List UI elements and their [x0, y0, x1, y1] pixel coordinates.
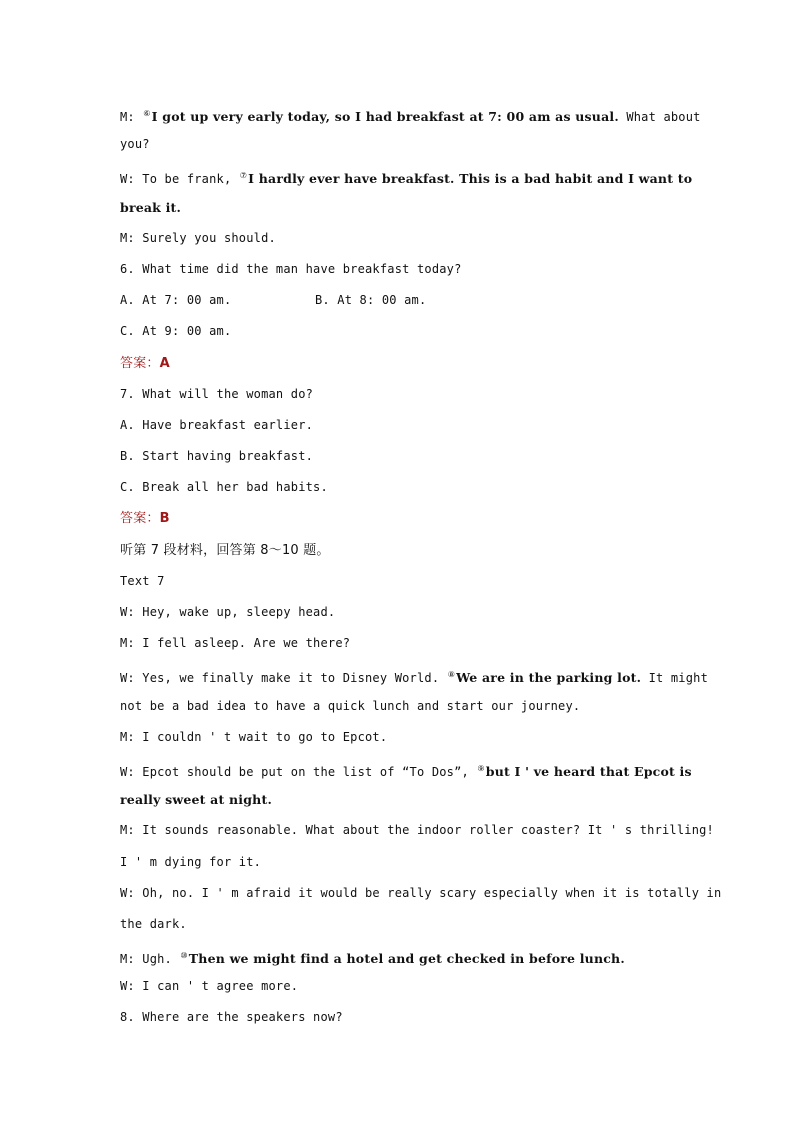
note-marker: ⑥	[143, 109, 151, 118]
plain-text: W: Epcot should be put on the list of “To Dos”,	[120, 764, 477, 779]
dialogue-line: M: It sounds reasonable. What about the indoor roller coaster? It ' s thrilling!	[120, 823, 714, 838]
plain-text: What about	[618, 110, 701, 124]
dialogue-line: M: Surely you should.	[120, 230, 276, 245]
note-marker: ⑨	[477, 763, 485, 773]
option-c: C. At 9: 00 am.	[120, 324, 232, 339]
section-instruction: 听第 7 段材料，回答第 8～10 题。	[120, 542, 330, 558]
note-marker: ⑧	[447, 670, 456, 680]
speaker-label: M:	[120, 110, 143, 124]
dialogue-line	[120, 160, 693, 191]
question-8: 8. Where are the speakers now?	[120, 1010, 343, 1025]
answer-label: 答案：	[120, 511, 160, 527]
note-marker: ⑦	[239, 171, 248, 181]
answer-line	[120, 503, 676, 534]
dialogue-line: W: Hey, wake up, sleepy head.	[120, 605, 336, 619]
dialogue-line: M: I couldn ' t wait to go to Epcot.	[120, 729, 388, 744]
option-a: A. At 7: 00 am.	[120, 293, 232, 308]
question-6: 6. What time did the man have breakfast today?	[120, 261, 462, 276]
dialogue-line: M: I fell asleep. Are we there?	[120, 636, 351, 651]
bold-key-sentence: Then we might find a hotel and get checked in before lunch.	[188, 951, 625, 967]
dialogue-line: not be a bad idea to have a quick lunch and start our journey.	[120, 698, 581, 713]
dialogue-line: you?	[120, 137, 150, 152]
dialogue-line: the dark.	[120, 916, 187, 931]
dialogue-line: W: I can ' t agree more.	[120, 979, 299, 994]
plain-text: W: Yes, we finally make it to Disney World.	[120, 671, 447, 686]
answer-value: A	[159, 355, 170, 371]
plain-text: M: Ugh.	[120, 952, 180, 967]
note-marker: ⑩	[180, 951, 188, 961]
options-row	[120, 285, 676, 316]
speaker-label: W: To be frank,	[120, 172, 239, 187]
option-c: C. Break all her bad habits.	[120, 480, 328, 495]
bold-key-sentence: really sweet at night.	[120, 792, 272, 808]
question-7: 7. What will the woman do?	[120, 386, 314, 401]
bold-key-sentence: break it.	[120, 199, 182, 215]
option-b: B. At 8: 00 am.	[315, 293, 427, 308]
document-page	[120, 98, 722, 1034]
plain-text: It might	[641, 671, 708, 686]
dialogue-line	[120, 753, 692, 784]
answer-value: B	[159, 511, 170, 527]
bold-key-sentence: I got up very early today, so I had breakfast at 7: 00 am as usual.	[151, 109, 619, 124]
dialogue-line	[120, 940, 676, 971]
option-a: A. Have breakfast earlier.	[120, 417, 314, 432]
bold-key-sentence: We are in the parking lot.	[456, 670, 642, 686]
bold-key-sentence: I hardly ever have breakfast. This is a bad habit and I want to	[248, 171, 693, 187]
bold-key-sentence: but I ' ve heard that Epcot is	[485, 763, 692, 779]
answer-line	[120, 348, 676, 379]
text-title: Text 7	[120, 573, 165, 588]
dialogue-line	[120, 98, 701, 129]
dialogue-line	[120, 659, 708, 690]
dialogue-line: I ' m dying for it.	[120, 854, 262, 869]
answer-label: 答案：	[120, 355, 160, 371]
dialogue-line: W: Oh, no. I ' m afraid it would be really scary especially when it is totally in	[120, 885, 722, 900]
option-b: B. Start having breakfast.	[120, 449, 314, 464]
